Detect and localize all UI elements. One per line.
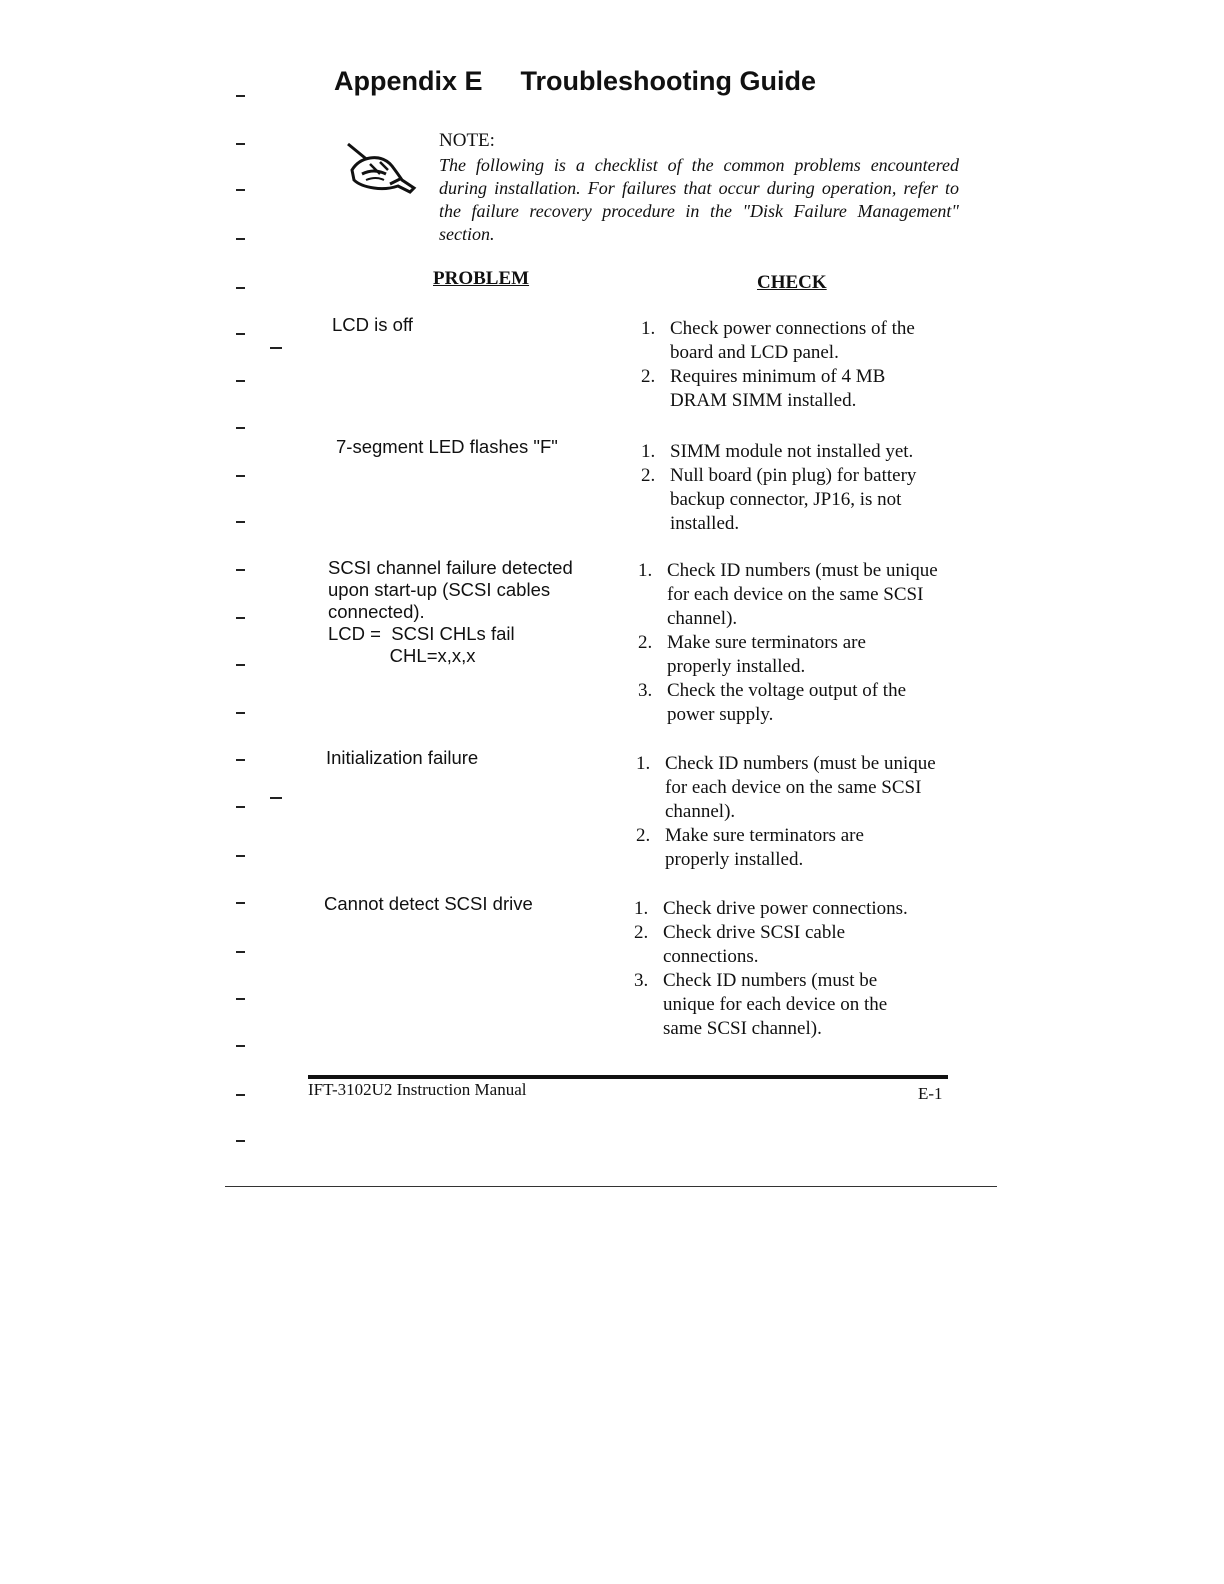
check-column-header: CHECK (757, 272, 827, 293)
check-list (638, 559, 958, 727)
problem-initialization-failure: Initialization failure (326, 747, 479, 768)
check-item: 3. Check ID numbers (must be unique for each device on the same SCSI channel). (634, 970, 888, 1039)
problem-lcd-off: LCD is off (332, 314, 413, 335)
check-list (641, 440, 961, 536)
check-item: 2. Null board (pin plug) for battery backup connector, JP16, is not installed. (641, 465, 917, 534)
footer-manual-title: IFT-3102U2 Instruction Manual (308, 1080, 527, 1099)
check-list (636, 752, 956, 872)
hand-writing-icon (340, 140, 420, 198)
note-text: The following is a checklist of the common problems encountered during installation. For failures that occur during operation, refer to the failure recovery procedure in the "Disk Failure Management" section. (439, 155, 959, 244)
problem-column-header: PROBLEM (433, 268, 530, 289)
check-item: 1. Check power connections of the board and LCD panel. (641, 318, 915, 363)
check-item: 2. Requires minimum of 4 MB DRAM SIMM installed. (641, 366, 886, 411)
note-label: NOTE: (439, 130, 495, 151)
check-list (634, 897, 956, 1041)
appendix-label: Appendix E (334, 66, 483, 96)
footer-divider (308, 1075, 948, 1079)
problem-led-flashes: 7-segment LED flashes "F" (336, 436, 558, 457)
check-item: 1. Check ID numbers (must be unique for each device on the same SCSI channel). (638, 560, 938, 629)
page-title (334, 66, 816, 97)
problem-cannot-detect-drive: Cannot detect SCSI drive (324, 893, 533, 914)
check-item: 1. Check ID numbers (must be unique for each device on the same SCSI channel). (636, 753, 936, 822)
problem-scsi-channel-failure: SCSI channel failure detected upon start-up (SCSI cables connected). LCD = SCSI CHLs fail CHL=x,x,x (328, 557, 573, 666)
check-list (641, 317, 961, 413)
check-item: 1. Check drive power connections. (634, 898, 908, 919)
check-item: 2. Make sure terminators are properly installed. (636, 825, 864, 870)
guide-title: Troubleshooting Guide (520, 66, 816, 96)
check-item: 1. SIMM module not installed yet. (641, 441, 914, 462)
check-item: 3. Check the voltage output of the power supply. (638, 680, 907, 725)
check-item: 2. Check drive SCSI cable connections. (634, 922, 846, 967)
check-item: 2. Make sure terminators are properly installed. (638, 632, 866, 677)
page-edge-line (225, 1186, 997, 1187)
footer-page-number: E-1 (918, 1084, 943, 1103)
